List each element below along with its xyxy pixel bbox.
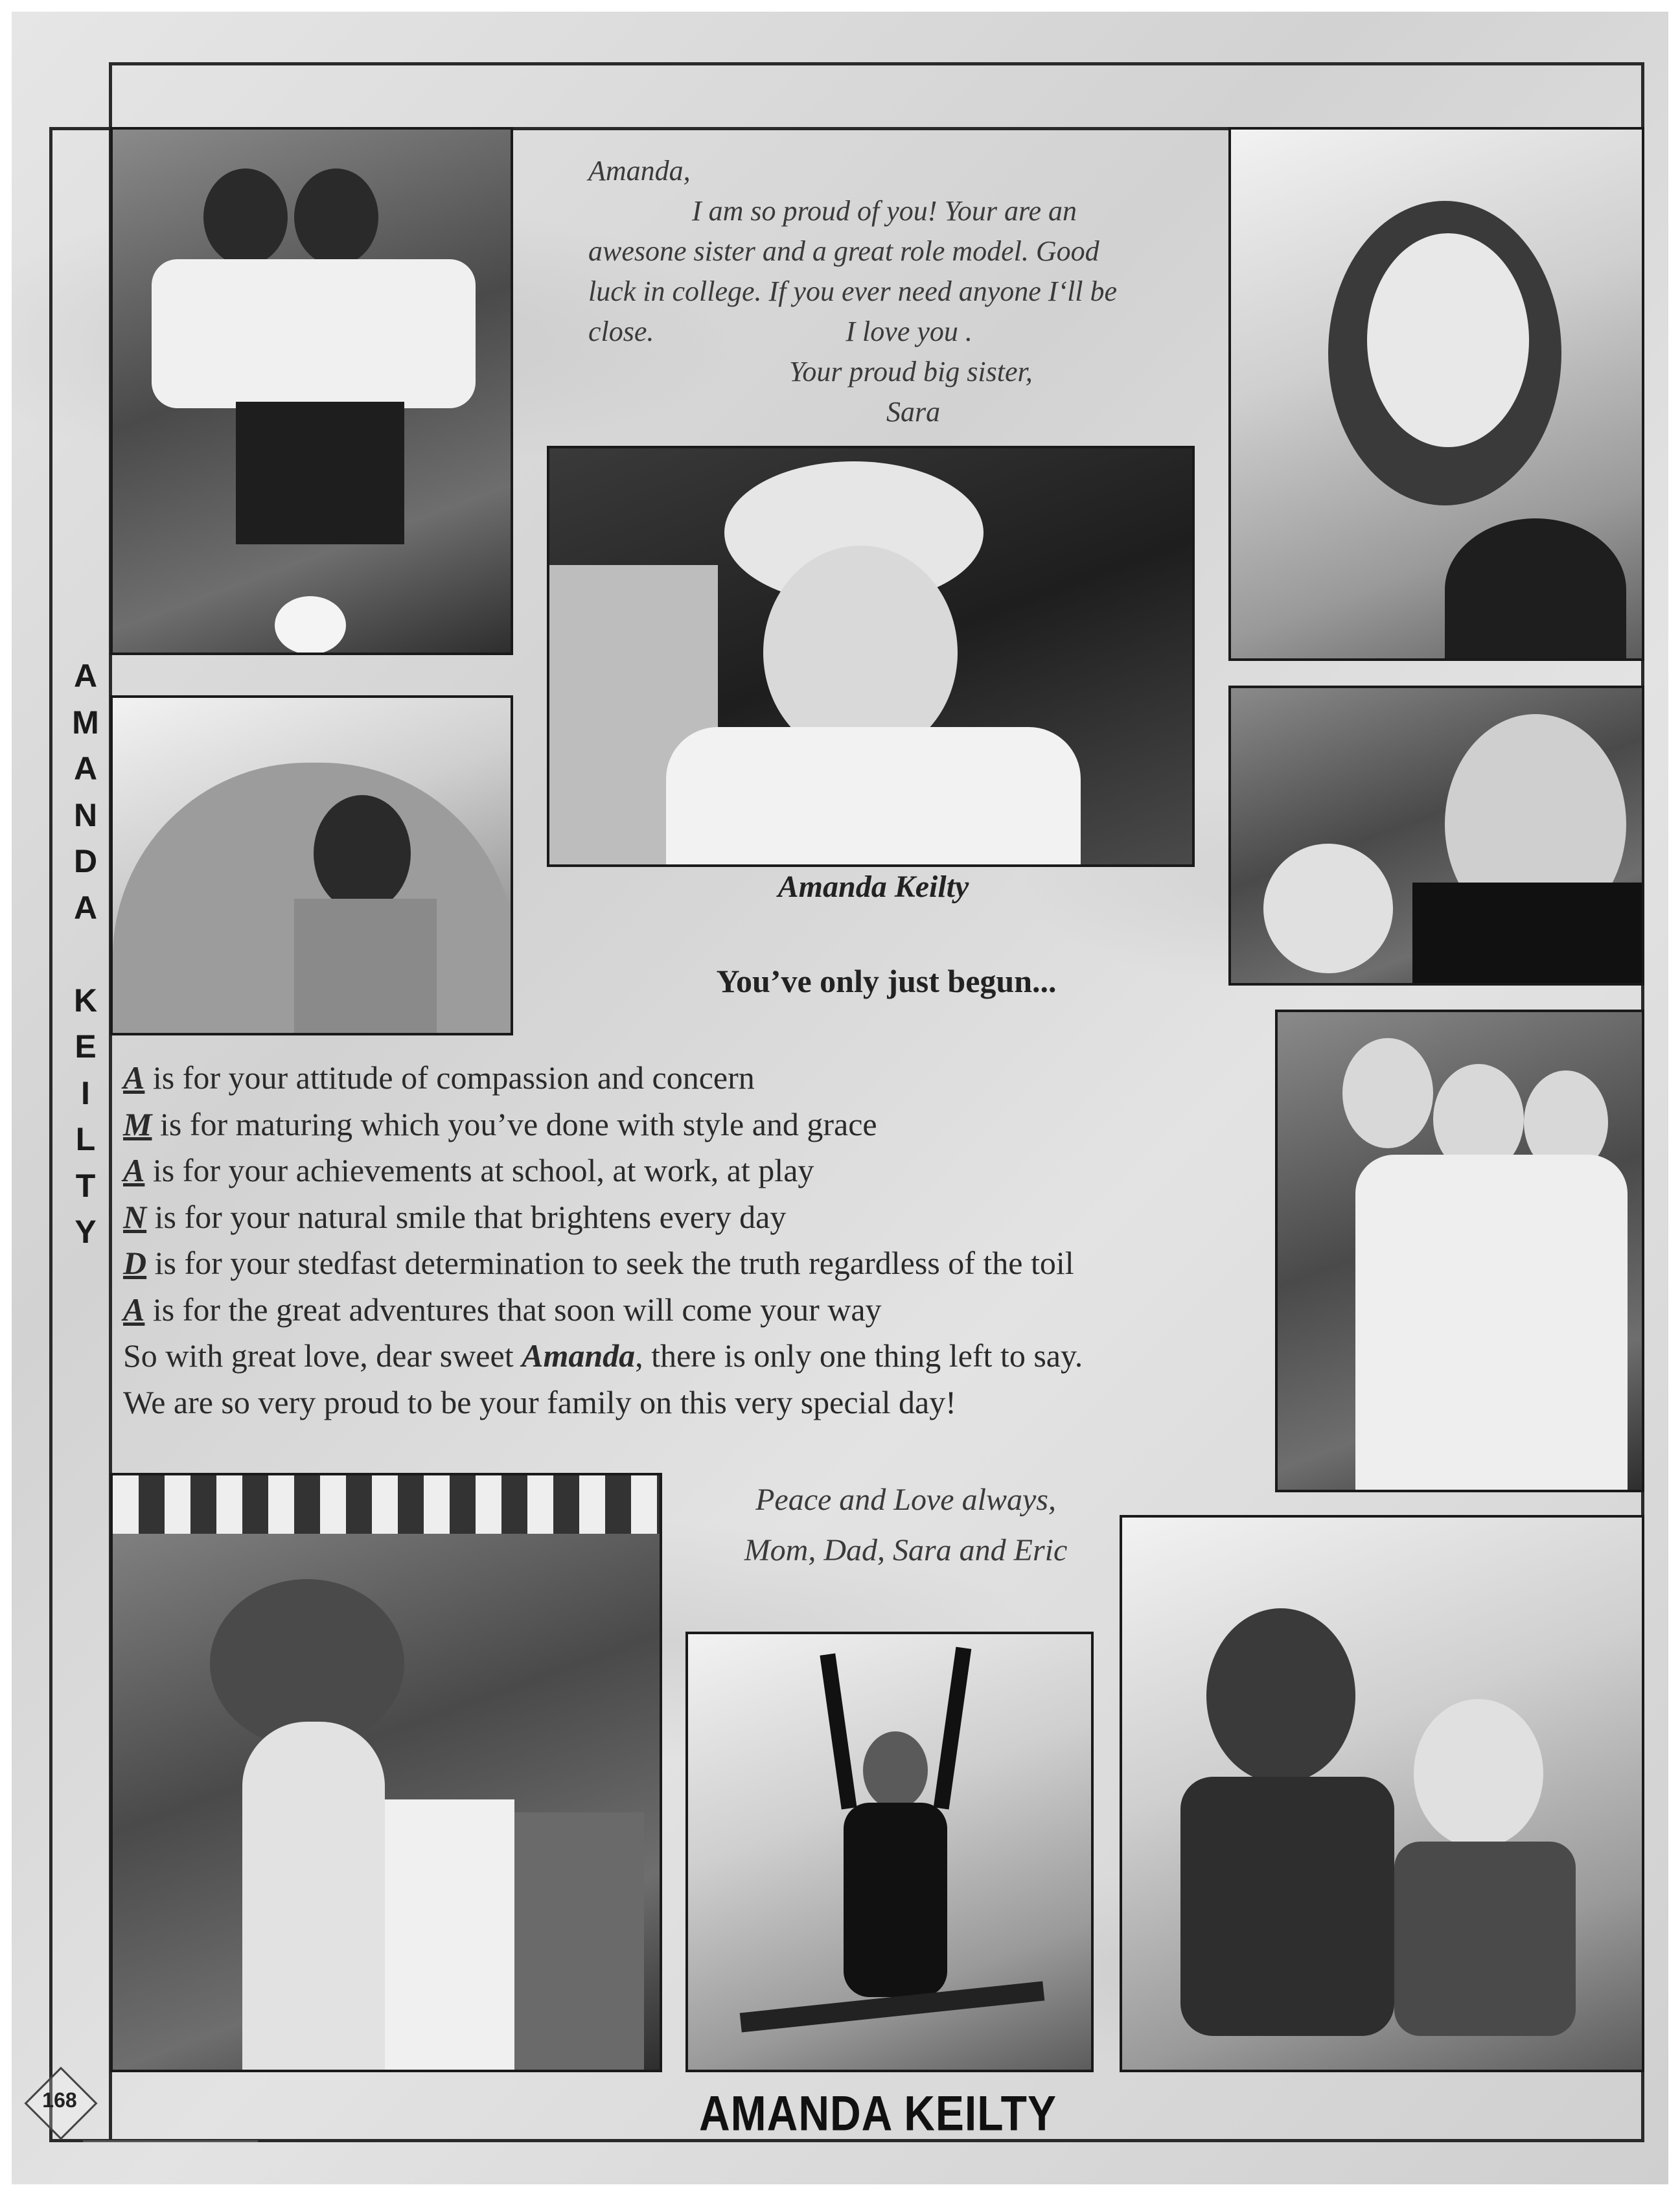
letter-signature: Sara xyxy=(886,396,941,428)
poem-initial: D xyxy=(123,1245,147,1281)
photo-amanda-car xyxy=(110,695,513,1035)
photo-gymnast xyxy=(685,1632,1094,2072)
poem-line xyxy=(123,1102,1302,1148)
poem-initial: A xyxy=(123,1059,145,1096)
poem-text: So with great love, dear sweet xyxy=(123,1337,522,1374)
photo-soccer-sisters xyxy=(110,127,513,655)
sign-off-line: Peace and Love always, xyxy=(755,1483,1056,1517)
poem-line xyxy=(123,1240,1302,1287)
sister-letter xyxy=(575,151,1223,432)
vertical-letter: D xyxy=(73,843,98,879)
poem-initial: N xyxy=(123,1198,147,1235)
letter-line: luck in college. If you ever need anyone I‘ll be xyxy=(588,275,1118,307)
poem-text: is for your natural smile that brightens every day xyxy=(146,1198,787,1235)
photo-amanda-trophy xyxy=(547,446,1195,867)
poem-line xyxy=(123,1055,1302,1102)
photo-amanda-baby xyxy=(1228,686,1644,986)
photo-caption: Amanda Keilty xyxy=(777,870,969,904)
poem-text: is for the great adventures that soon will come your way xyxy=(144,1291,882,1328)
letter-line: I am so proud of you! Your are an xyxy=(692,195,1077,227)
vertical-letter: I xyxy=(81,1074,90,1111)
letter-line: awesone sister and a great role model. Good xyxy=(588,235,1099,267)
vertical-letter: T xyxy=(75,1167,96,1204)
vertical-letter: L xyxy=(75,1121,96,1157)
acrostic-poem xyxy=(123,1055,1302,1426)
footer-name: AMANDA KEILTY xyxy=(699,2085,1057,2141)
poem-text: is for maturing which you’ve done with style and grace xyxy=(152,1105,877,1142)
tagline: You’ve only just begun... xyxy=(716,963,1057,999)
vertical-letter: N xyxy=(73,796,98,833)
poem-text: , there is only one thing left to say. xyxy=(635,1337,1083,1374)
sign-off-line: Mom, Dad, Sara and Eric xyxy=(744,1533,1068,1567)
vertical-letter: Y xyxy=(75,1214,97,1250)
page-number-rule xyxy=(83,2140,258,2142)
page-number: 168 xyxy=(42,2088,77,2112)
poem-name: Amanda xyxy=(522,1337,636,1374)
poem-line xyxy=(123,1333,1302,1380)
poem-line xyxy=(123,1194,1302,1241)
yearbook-page xyxy=(12,12,1668,2184)
poem-line xyxy=(123,1148,1302,1194)
vertical-gap xyxy=(61,931,110,978)
vertical-letter: E xyxy=(75,1028,97,1065)
letter-closing: Your proud big sister, xyxy=(789,356,1033,387)
photo-swing xyxy=(1120,1515,1644,2072)
poem-line xyxy=(123,1287,1302,1334)
vertical-letter: A xyxy=(73,658,98,694)
letter-love: I love you . xyxy=(846,316,972,347)
poem-line: We are so very proud to be your family on this very special day! xyxy=(123,1383,956,1420)
vertical-letter: M xyxy=(72,704,99,741)
letter-line xyxy=(575,312,1223,352)
poem-text: is for your attitude of compassion and concern xyxy=(144,1059,755,1096)
poem-initial: A xyxy=(123,1291,145,1328)
family-sign-off xyxy=(698,1475,1113,1576)
poem-text: is for your stedfast determination to seek the truth regardless of the toil xyxy=(146,1245,1074,1281)
photo-three-friends xyxy=(1275,1010,1644,1492)
letter-salutation: Amanda, xyxy=(588,155,691,187)
vertical-letter: K xyxy=(73,982,98,1019)
vertical-name xyxy=(61,653,110,1256)
photo-disney-chipmunk xyxy=(110,1473,662,2072)
poem-text: is for your achievements at school, at work, at play xyxy=(144,1152,814,1188)
vertical-letter: A xyxy=(73,889,98,926)
letter-close-word: close. xyxy=(588,316,654,347)
photo-sara-portrait xyxy=(1228,127,1644,661)
vertical-letter: A xyxy=(73,750,98,787)
poem-initial: A xyxy=(123,1152,145,1188)
poem-initial: M xyxy=(123,1105,152,1142)
